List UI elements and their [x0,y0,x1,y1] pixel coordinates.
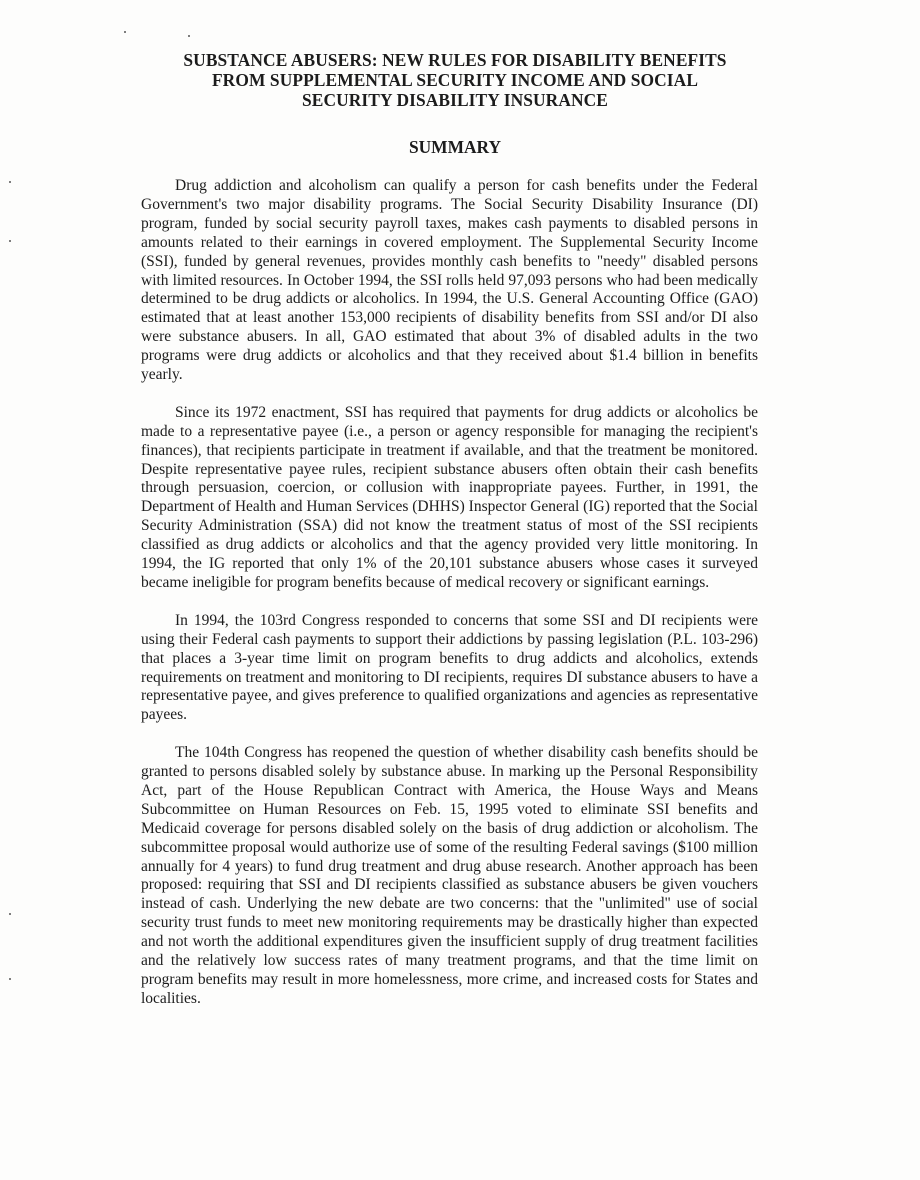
summary-heading: SUMMARY [408,137,502,157]
title-line: SECURITY DISABILITY INSURANCE [301,90,609,110]
scan-speck [9,913,11,915]
scan-speck [188,35,190,37]
summary-body [141,177,758,1028]
paragraph: The 104th Congress has reopened the question of whether disability cash benefits should be granted to persons disabled solely by substance abuse. In marking up the Personal Responsibility Act, part of the House Republican Contract with America, the House Ways and Means Subcommittee on Human Resources on Feb. 15, 1995 voted to eliminate SSI benefits and Medicaid coverage for persons disabled solely on the basis of drug addiction or alcoholism. The subcommittee proposal would authorize use of some of the resulting Federal savings ($100 million annually for 4 years) to fund drug treatment and drug abuse research. Another approach has been proposed: requiring that SSI and DI recipients classified as substance abusers be given vouchers instead of cash. Underlying the new debate are two concerns: that the "unlimited" use of social security trust funds to meet new monitoring requirements may be drastically higher than expected and not worth the additional expenditures given the insufficient supply of drug treatment facilities and the relatively low success rates of many treatment programs, and that the time limit on program benefits may result in more homelessness, more crime, and increased costs for States and localities. [141,744,758,1007]
paragraph: Drug addiction and alcoholism can qualify a person for cash benefits under the Federal Government's two major disability programs. The Social Security Disability Insurance (DI) program, funded by social security payroll taxes, makes cash payments to disabled persons in amounts related to their earnings in covered employment. The Supplemental Security Income (SSI), funded by general revenues, provides monthly cash benefits to "needy" disabled persons with limited resources. In October 1994, the SSI rolls held 97,093 persons who had been medically determined to be drug addicts or alcoholics. In 1994, the U.S. General Accounting Office (GAO) estimated that at least another 153,000 recipients of disability benefits from SSI and/or DI also were substance abusers. In all, GAO estimated that about 3% of disabled adults in the two programs were drug addicts or alcoholics and that they received about $1.4 billion in benefits yearly. [141,177,758,384]
scan-speck [9,181,11,183]
paragraph: Since its 1972 enactment, SSI has required that payments for drug addicts or alcoholics be made to a representative payee (i.e., a person or agency responsible for managing the recipient's finances), that recipients participate in treatment if available, and that the treatment be monitored. Despite representative payee rules, recipient substance abusers often obtain their cash benefits through persuasion, coercion, or collusion with inappropriate payees. Further, in 1991, the Department of Health and Human Services (DHHS) Inspector General (IG) reported that the Social Security Administration (SSA) did not know the treatment status of most of the SSI recipients classified as drug addicts or alcoholics and that the agency provided very little monitoring. In 1994, the IG reported that only 1% of the 20,101 substance abusers whose cases it surveyed became ineligible for program benefits because of medical recovery or significant earnings. [141,403,758,592]
scan-speck [124,31,126,33]
paragraph: In 1994, the 103rd Congress responded to concerns that some SSI and DI recipients were using their Federal cash payments to support their addictions by passing legislation (P.L. 103-296) that places a 3-year time limit on program benefits to drug addicts and alcoholics, extends requirements on treatment and monitoring to DI recipients, requires DI substance abusers to have a representative payee, and gives preference to qualified organizations and agencies as representative payees. [141,611,758,724]
scan-speck [9,240,11,242]
title-line: FROM SUPPLEMENTAL SECURITY INCOME AND SOCIAL [211,70,699,90]
title-line: SUBSTANCE ABUSERS: NEW RULES FOR DISABILITY BENEFITS [183,50,727,70]
scan-speck [9,978,11,980]
document-title [140,50,770,110]
